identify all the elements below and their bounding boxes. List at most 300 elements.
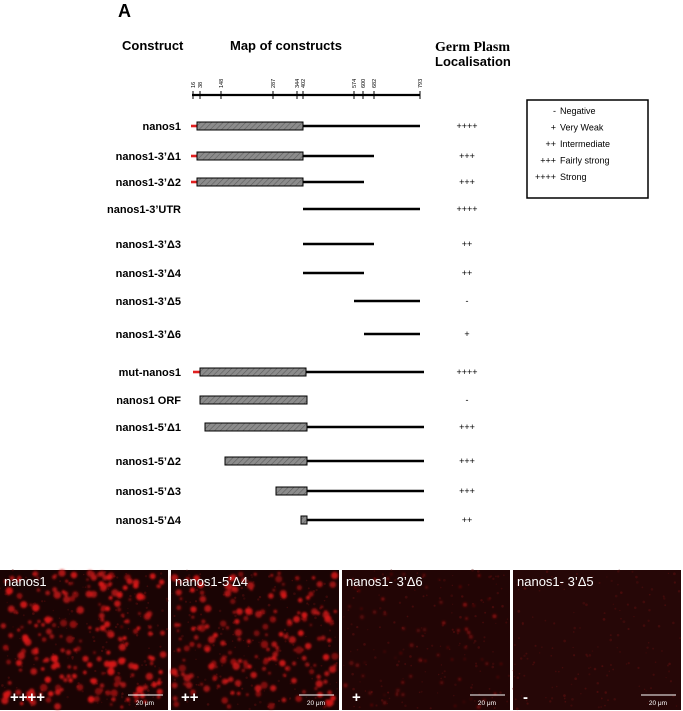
construct-row — [116, 268, 473, 280]
noise-dot — [444, 676, 446, 678]
noise-dot — [207, 703, 210, 706]
noise-dot — [613, 604, 614, 605]
construct-row — [116, 422, 475, 434]
noise-dot — [517, 610, 520, 613]
signal-dot — [324, 615, 331, 622]
legend-label: Very Weak — [560, 122, 604, 133]
signal-dot — [160, 631, 165, 636]
signal-dot — [227, 704, 231, 708]
noise-dot — [220, 633, 223, 636]
signal-dot — [311, 608, 318, 615]
signal-dot — [112, 697, 116, 701]
signal-dot — [331, 653, 338, 660]
noise-dot — [512, 688, 514, 690]
signal-dot — [177, 648, 181, 652]
noise-dot — [308, 604, 309, 605]
construct-row — [116, 395, 468, 407]
localisation-score: +++ — [459, 177, 475, 187]
signal-dot — [179, 665, 186, 672]
signal-dot — [151, 682, 157, 688]
scale-label: 20 μm — [477, 700, 497, 707]
noise-dot — [289, 683, 291, 685]
signal-dot — [121, 614, 124, 617]
construct-name: nanos1-3’UTR — [107, 204, 181, 216]
noise-dot — [98, 618, 100, 620]
signal-dot — [321, 635, 326, 640]
noise-dot — [604, 612, 606, 614]
signal-dot — [83, 671, 87, 675]
noise-dot — [631, 571, 633, 573]
signal-dot — [123, 636, 127, 640]
signal-dot — [180, 597, 183, 600]
noise-dot — [499, 691, 501, 693]
signal-dot — [248, 664, 252, 668]
noise-dot — [407, 616, 409, 618]
signal-dot — [422, 574, 425, 577]
signal-dot — [266, 648, 269, 651]
signal-dot — [396, 689, 400, 693]
noise-dot — [598, 582, 600, 584]
legend-symbol: +++ — [540, 155, 556, 166]
noise-dot — [431, 645, 433, 647]
signal-dot — [157, 689, 163, 695]
signal-dot — [69, 596, 75, 602]
noise-dot — [82, 690, 84, 692]
construct-name: nanos1-5’Δ4 — [115, 515, 181, 527]
noise-dot — [147, 585, 149, 587]
noise-dot — [633, 616, 634, 617]
signal-dot — [280, 590, 287, 597]
noise-dot — [252, 639, 254, 641]
axis-tick-label: 402 — [301, 78, 307, 88]
legend-label: Strong — [560, 172, 587, 182]
noise-dot — [336, 688, 337, 689]
noise-dot — [219, 610, 222, 613]
signal-dot — [467, 631, 470, 634]
signal-dot — [442, 621, 446, 625]
noise-dot — [619, 569, 620, 570]
noise-dot — [195, 659, 196, 660]
signal-dot — [51, 655, 58, 662]
signal-dot — [87, 585, 90, 588]
signal-dot — [268, 672, 271, 675]
scale-label: 20 μm — [135, 700, 155, 707]
signal-dot — [261, 641, 269, 649]
noise-dot — [122, 641, 124, 643]
noise-dot — [174, 679, 176, 681]
noise-dot — [441, 664, 442, 665]
signal-dot — [417, 629, 420, 632]
signal-dot — [418, 658, 422, 662]
noise-dot — [645, 690, 646, 691]
noise-dot — [603, 618, 606, 621]
signal-dot — [173, 701, 179, 707]
noise-dot — [672, 622, 675, 625]
signal-dot — [41, 623, 45, 627]
signal-dot — [362, 675, 365, 678]
noise-dot — [378, 594, 379, 595]
noise-dot — [325, 596, 328, 599]
signal-dot — [373, 610, 376, 613]
noise-dot — [243, 597, 245, 599]
signal-dot — [95, 628, 99, 632]
noise-dot — [404, 704, 407, 707]
legend-symbol: ++ — [545, 139, 556, 149]
signal-dot — [238, 659, 242, 663]
noise-dot — [589, 654, 592, 657]
signal-dot — [279, 632, 284, 637]
signal-dot — [119, 638, 123, 642]
noise-dot — [278, 700, 280, 702]
noise-dot — [352, 633, 355, 636]
noise-dot — [494, 707, 496, 709]
signal-dot — [8, 633, 13, 638]
noise-dot — [365, 664, 367, 666]
signal-dot — [312, 576, 315, 579]
noise-dot — [262, 639, 263, 640]
signal-dot — [384, 694, 386, 696]
noise-dot — [106, 698, 107, 699]
signal-dot — [425, 586, 428, 589]
signal-dot — [438, 579, 440, 581]
construct-name: nanos1 — [142, 121, 181, 133]
noise-dot — [186, 570, 188, 572]
noise-dot — [86, 623, 88, 625]
construct-name: nanos1-3’Δ3 — [115, 239, 181, 251]
signal-dot — [65, 580, 68, 583]
noise-dot — [522, 624, 524, 626]
noise-dot — [389, 698, 391, 700]
noise-dot — [610, 634, 612, 636]
localisation-header: Localisation — [435, 54, 511, 69]
noise-dot — [475, 665, 478, 668]
signal-dot — [77, 684, 84, 691]
noise-dot — [251, 684, 253, 686]
noise-dot — [102, 646, 105, 649]
image-title: nanos1- 3’Δ6 — [346, 574, 423, 589]
signal-dot — [230, 659, 236, 665]
signal-dot — [247, 639, 251, 643]
signal-dot — [63, 678, 67, 682]
signal-dot — [43, 659, 46, 662]
signal-dot — [237, 692, 240, 695]
noise-dot — [359, 681, 360, 682]
signal-dot — [194, 635, 199, 640]
signal-dot — [437, 654, 440, 657]
noise-dot — [396, 664, 399, 667]
image-score: - — [523, 689, 528, 706]
noise-dot — [586, 655, 588, 657]
signal-dot — [402, 627, 405, 630]
noise-dot — [527, 658, 529, 660]
noise-dot — [306, 580, 308, 582]
signal-dot — [268, 703, 275, 710]
signal-dot — [110, 661, 117, 668]
noise-dot — [117, 623, 119, 625]
signal-dot — [289, 636, 296, 643]
signal-dot — [330, 581, 337, 588]
noise-dot — [638, 685, 640, 687]
noise-dot — [573, 627, 576, 630]
signal-dot — [179, 638, 182, 641]
noise-dot — [275, 664, 277, 666]
noise-dot — [506, 700, 508, 702]
signal-dot — [200, 683, 203, 686]
noise-dot — [404, 663, 406, 665]
noise-dot — [563, 694, 566, 697]
noise-dot — [533, 661, 535, 663]
signal-dot — [262, 624, 268, 630]
noise-dot — [623, 620, 626, 623]
noise-dot — [492, 578, 494, 580]
signal-dot — [119, 644, 126, 651]
noise-dot — [347, 609, 349, 611]
signal-dot — [178, 624, 181, 627]
axis-tick-label: 287 — [271, 78, 277, 88]
construct-header: Construct — [122, 38, 184, 53]
signal-dot — [68, 678, 72, 682]
localisation-score: - — [465, 395, 469, 405]
signal-dot — [60, 688, 64, 692]
noise-dot — [518, 637, 520, 639]
noise-dot — [648, 609, 650, 611]
signal-dot — [235, 680, 242, 687]
signal-dot — [93, 651, 96, 654]
signal-dot — [138, 612, 141, 615]
noise-dot — [305, 636, 306, 637]
noise-dot — [135, 602, 138, 605]
noise-dot — [474, 615, 476, 617]
noise-dot — [216, 687, 218, 689]
noise-dot — [412, 605, 414, 607]
noise-dot — [410, 665, 412, 667]
image-background — [342, 570, 510, 710]
construct-name: nanos1-5’Δ3 — [115, 486, 181, 498]
noise-dot — [673, 572, 676, 575]
signal-dot — [73, 666, 77, 670]
noise-dot — [520, 657, 523, 660]
germ-plasm-header: Germ Plasm — [435, 40, 511, 55]
signal-dot — [97, 656, 102, 661]
signal-dot — [90, 678, 94, 682]
noise-dot — [279, 650, 281, 652]
noise-dot — [414, 590, 415, 591]
signal-dot — [301, 648, 304, 651]
noise-dot — [604, 691, 607, 694]
noise-dot — [83, 574, 84, 575]
signal-dot — [51, 664, 57, 670]
noise-dot — [503, 574, 505, 576]
noise-dot — [419, 692, 421, 694]
noise-dot — [111, 600, 113, 602]
signal-dot — [176, 605, 181, 610]
signal-dot — [238, 638, 242, 642]
signal-dot — [95, 688, 102, 695]
noise-dot — [643, 624, 646, 627]
signal-dot — [60, 635, 63, 638]
noise-dot — [85, 586, 87, 588]
noise-dot — [451, 612, 453, 614]
construct-row — [116, 177, 475, 189]
signal-dot — [324, 610, 328, 614]
signal-dot — [102, 575, 107, 580]
noise-dot — [321, 665, 323, 667]
noise-dot — [650, 687, 652, 689]
noise-dot — [146, 607, 148, 609]
noise-dot — [7, 655, 9, 657]
axis-tick-label: 574 — [352, 78, 358, 88]
signal-dot — [469, 635, 473, 639]
noise-dot — [501, 605, 504, 608]
noise-dot — [293, 592, 296, 595]
signal-dot — [108, 572, 115, 579]
noise-dot — [258, 642, 260, 644]
noise-dot — [200, 613, 202, 615]
noise-dot — [292, 644, 294, 646]
signal-dot — [309, 669, 314, 674]
signal-dot — [30, 668, 37, 675]
signal-dot — [348, 605, 351, 608]
image-panel — [342, 569, 510, 710]
signal-dot — [424, 660, 426, 662]
noise-dot — [350, 623, 352, 625]
signal-dot — [98, 603, 101, 606]
signal-dot — [246, 693, 249, 696]
noise-dot — [552, 647, 554, 649]
noise-dot — [1, 684, 4, 687]
noise-dot — [4, 687, 5, 688]
noise-dot — [668, 573, 669, 574]
noise-dot — [496, 584, 497, 585]
signal-dot — [60, 620, 67, 627]
panel-letter: A — [118, 1, 131, 21]
noise-dot — [12, 569, 14, 571]
signal-dot — [371, 704, 373, 706]
noise-dot — [491, 666, 494, 669]
signal-dot — [35, 650, 39, 654]
noise-dot — [647, 620, 649, 622]
signal-dot — [355, 663, 359, 667]
noise-dot — [577, 673, 579, 675]
noise-dot — [539, 590, 541, 592]
noise-dot — [8, 677, 10, 679]
noise-dot — [610, 664, 612, 666]
noise-dot — [67, 657, 68, 658]
signal-dot — [54, 703, 61, 710]
signal-dot — [313, 664, 316, 667]
noise-dot — [482, 622, 484, 624]
signal-dot — [128, 663, 135, 670]
localisation-score: +++ — [459, 422, 475, 432]
noise-dot — [555, 671, 557, 673]
noise-dot — [144, 592, 147, 595]
signal-dot — [173, 696, 178, 701]
noise-dot — [665, 677, 666, 678]
noise-dot — [41, 600, 43, 602]
noise-dot — [59, 580, 61, 582]
signal-dot — [68, 665, 71, 668]
noise-dot — [637, 667, 639, 669]
noise-dot — [343, 665, 344, 666]
noise-dot — [474, 640, 477, 643]
noise-dot — [67, 609, 69, 611]
scale-label: 20 μm — [648, 700, 668, 707]
noise-dot — [596, 691, 598, 693]
signal-dot — [105, 690, 110, 695]
noise-dot — [648, 642, 649, 643]
noise-dot — [145, 683, 147, 685]
signal-dot — [190, 606, 196, 612]
signal-dot — [38, 633, 41, 636]
noise-dot — [399, 602, 401, 604]
noise-dot — [495, 623, 496, 624]
noise-dot — [251, 576, 253, 578]
noise-dot — [652, 648, 654, 650]
noise-dot — [44, 600, 46, 602]
signal-dot — [71, 572, 78, 579]
signal-dot — [44, 618, 48, 622]
signal-dot — [255, 611, 262, 618]
signal-dot — [200, 596, 207, 603]
localisation-score: ++ — [461, 239, 473, 249]
noise-dot — [23, 614, 25, 616]
signal-dot — [184, 645, 190, 651]
noise-dot — [171, 593, 172, 594]
axis-tick-label: 38 — [198, 81, 204, 88]
signal-dot — [127, 578, 133, 584]
signal-dot — [110, 703, 113, 706]
signal-dot — [243, 616, 248, 621]
noise-dot — [541, 646, 542, 647]
noise-dot — [572, 647, 573, 648]
noise-dot — [609, 671, 610, 672]
noise-dot — [440, 678, 442, 680]
noise-dot — [644, 689, 645, 690]
noise-dot — [663, 597, 666, 600]
signal-dot — [250, 672, 257, 679]
noise-dot — [287, 607, 288, 608]
signal-dot — [236, 608, 243, 615]
signal-dot — [63, 596, 70, 603]
noise-dot — [280, 599, 281, 600]
signal-dot — [87, 662, 92, 667]
noise-dot — [473, 642, 475, 644]
signal-dot — [160, 651, 167, 658]
noise-dot — [152, 696, 154, 698]
noise-dot — [121, 696, 124, 699]
signal-dot — [305, 662, 309, 666]
noise-dot — [423, 595, 425, 597]
signal-dot — [70, 621, 77, 628]
signal-dot — [298, 598, 303, 603]
noise-dot — [259, 701, 262, 704]
noise-dot — [6, 602, 8, 604]
noise-dot — [643, 601, 646, 604]
noise-dot — [570, 704, 572, 706]
signal-dot — [46, 628, 52, 634]
signal-dot — [308, 591, 313, 596]
noise-dot — [424, 633, 425, 634]
noise-dot — [222, 628, 224, 630]
noise-dot — [442, 672, 444, 674]
signal-dot — [297, 585, 302, 590]
orf-box — [200, 396, 307, 404]
noise-dot — [402, 678, 403, 679]
signal-dot — [131, 673, 134, 676]
signal-dot — [285, 667, 288, 670]
noise-dot — [268, 575, 271, 578]
noise-dot — [101, 702, 103, 704]
